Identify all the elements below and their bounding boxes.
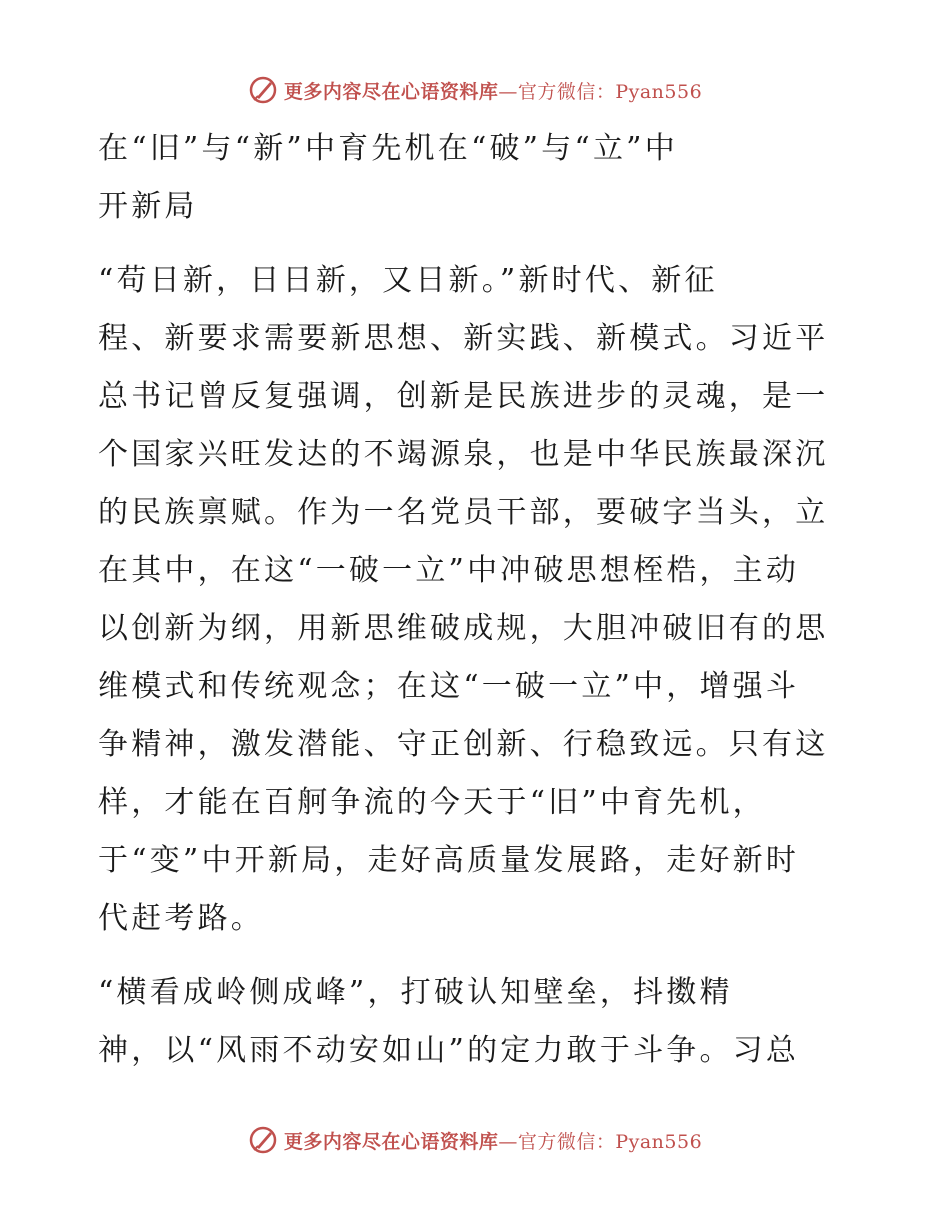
quill-pen-icon [248, 1125, 278, 1155]
paragraph-line: “苟日新，日日新，又日新。”新时代、新征 [98, 263, 718, 298]
paragraph-line: 个国家兴旺发达的不竭源泉，也是中华民族最深沉 [98, 437, 829, 472]
document-title [98, 120, 850, 236]
quill-pen-icon [248, 75, 278, 105]
paragraph-line: 代赶考路。 [98, 901, 264, 936]
paragraph-line: “横看成岭侧成峰”，打破认知壁垒，抖擞精 [98, 975, 733, 1010]
paragraph-line: 以创新为纲，用新思维破成规，大胆冲破旧有的思 [98, 611, 829, 646]
paragraph-line: 神，以“风雨不动安如山”的定力敢于斗争。习总 [98, 1033, 800, 1068]
paragraph-line: 总书记曾反复强调，创新是民族进步的灵魂，是一 [98, 379, 829, 414]
title-line: 开新局 [98, 189, 198, 224]
header-watermark [0, 70, 950, 110]
footer-watermark [0, 1120, 950, 1160]
paragraph-line: 程、新要求需要新思想、新实践、新模式。习近平 [98, 321, 829, 356]
paragraph-line: 的民族禀赋。作为一名党员干部，要破字当头，立 [98, 495, 829, 530]
document-body [98, 120, 850, 1080]
paragraph-1 [98, 252, 850, 948]
paragraph-line: 维模式和传统观念；在这“一破一立”中，增强斗 [98, 669, 800, 704]
title-line: 在“旧”与“新”中育先机在“破”与“立”中 [98, 131, 678, 166]
paragraph-line: 于“变”中开新局，走好高质量发展路，走好新时 [98, 843, 800, 878]
paragraph-line: 在其中，在这“一破一立”中冲破思想桎梏，主动 [98, 553, 800, 588]
paragraph-line: 争精神，激发潜能、守正创新、行稳致远。只有这 [98, 727, 829, 762]
watermark-text: 更多内容尽在心语资料库—官方微信：Pyan556 [283, 1130, 703, 1153]
paragraph-line: 样，才能在百舸争流的今天于“旧”中育先机， [98, 785, 766, 820]
watermark-text: 更多内容尽在心语资料库—官方微信：Pyan556 [283, 80, 703, 103]
paragraph-2 [98, 964, 850, 1080]
